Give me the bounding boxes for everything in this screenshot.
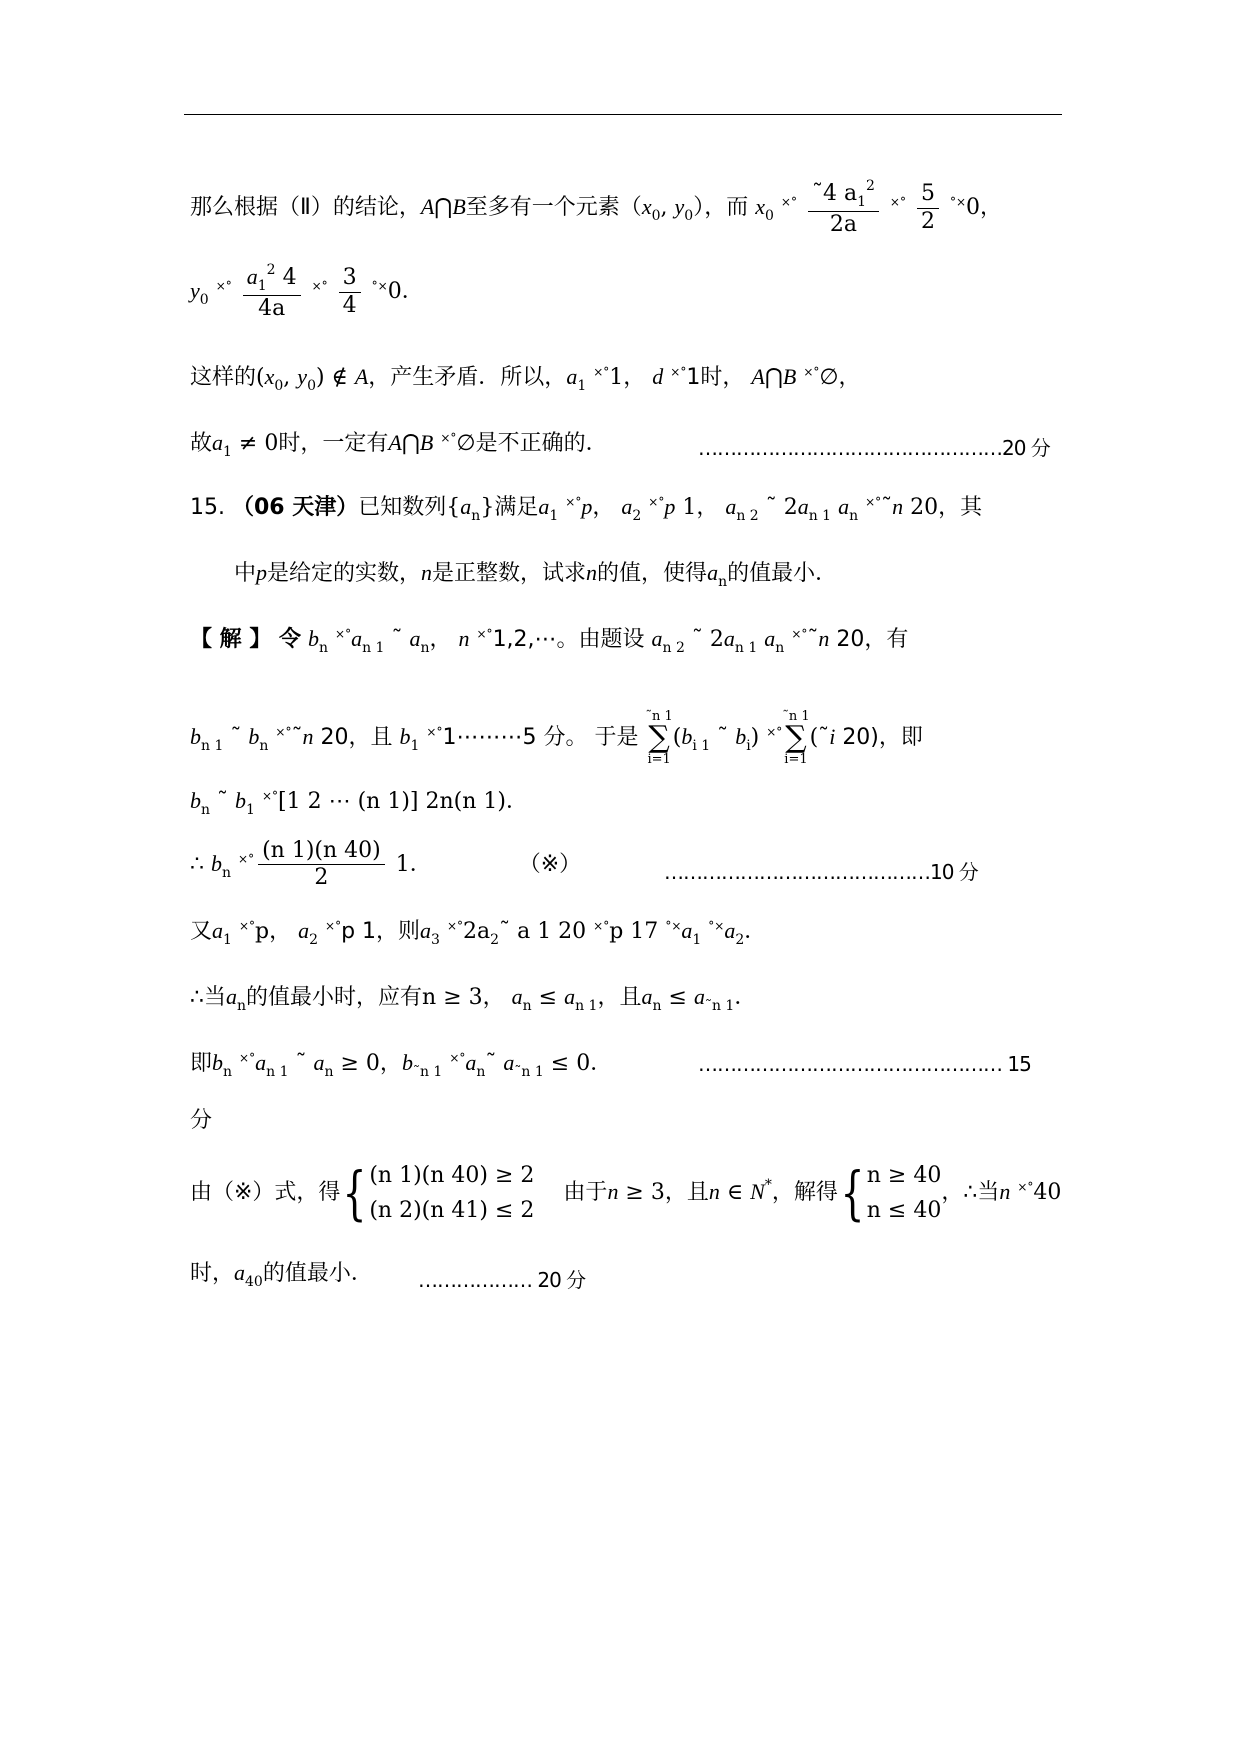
solution-line-4: ∴ $b_n$ ×° $\frac{(n 1)(n 40)}{2}$ 1． （※） [190, 838, 582, 891]
solution-line-5: 又$a_1$ ×°p， $a_2$ ×°p 1，则$a_3$ $^{\times^\circ}2a_2˜$ a 1 20 ×°p 17 $^{^\circ\times}a_1$ $^{^\circ\times}a_2$． [190, 918, 767, 948]
problem-15-line: 15. （06 天津）已知数列$\{a_n\}$满足$a_1$ ×°p， $a_2$ ×°p 1， $a_{n 2}$ ˜ $2a_{n 1}$ $a_n$ ×°˜n 20，其 [190, 494, 983, 524]
leader-dots: …………………………………………20 分 [698, 436, 1050, 460]
solution-line-1: 【 解 】 令 $b_n$ $^{\times^\circ}a_{n 1}$ ˜ $a_n$， n ×°1,2,⋯。由题设 $a_{n 2}$ ˜ $2a_{n 1}$ $a_n$ ×°˜n 20，有 [190, 626, 909, 656]
leader-dots-3: ………………………………………… 15 [698, 1052, 1031, 1076]
score-unit: 分 [190, 1108, 213, 1133]
leader-dots-4: ……………… 20 分 [418, 1268, 586, 1292]
text-line-1: 那么根据（Ⅱ）的结论，A⋂B至多有一个元素（$x_0$, $y_0$），而 $x_0$ ×° $\frac{˜4 a_1^2}{2a}$ ×° $\frac{5}{2}$ °×0， [190, 178, 1003, 237]
solution-line-6: ∴当$a_n$的值最小时，应有n ≥ 3， $a_n \le a_{n 1}$，且$a_n \le a_{˜n 1}$． [190, 984, 757, 1014]
solution-line-3: $b_n$ ˜ $b_1$ ×°[1 2 ⋯ (n 1)] 2n(n 1)． [190, 788, 528, 818]
text-line-2: $y_0$ ×° $\frac{a_1^2 4}{4a}$ ×° $\frac{3}{4}$ °×0． [190, 262, 424, 321]
leader-dots-2: ……………………………………10 分 [664, 860, 978, 884]
text-line-4: 故$a_1 \ne 0$时，一定有A⋂B ×°∅是不正确的． [190, 430, 608, 460]
solution-line-9: 时，$a_{40}$的值最小． [190, 1260, 373, 1290]
problem-15-line-2: 中p是给定的实数，n是正整数，试求n的值，使得$a_n$的值最小． [234, 560, 838, 590]
solution-line-7: 即$b_n$ $^{\times^\circ}a_{n 1}$ ˜ $a_n \ge 0$，$b_{˜n 1}$ $^{\times^\circ}a_n˜$ $a_{˜n 1} \le 0$． [190, 1050, 613, 1080]
solution-line-2: $b_{n 1}$ ˜ $b_n$ ×°˜n 20，且 $b_1$ ×°1⋯⋯⋯5 分。 于是 ˜n 1 ∑ i=1 ($b_{i 1}$ ˜ $b_i$) ×° ˜n 1 ∑ i=1 (˜i 20)，即 [190, 709, 923, 767]
solution-line-8: 由（※）式，得{ (n 1)(n 40) ≥ 2 (n 2)(n 41) ≤ 2 由于n ≥ 3，且n ∈ N*，解得{ n ≥ 40 n ≤ 40 ，∴当n ×°40 [190, 1159, 1062, 1228]
text-line-3: 这样的($x_0$, $y_0$) ∉ A，产生矛盾．所以，$a_1$ ×°1， d ×°1时， A⋂B ×°∅， [190, 364, 861, 394]
header-rule [184, 114, 1062, 115]
